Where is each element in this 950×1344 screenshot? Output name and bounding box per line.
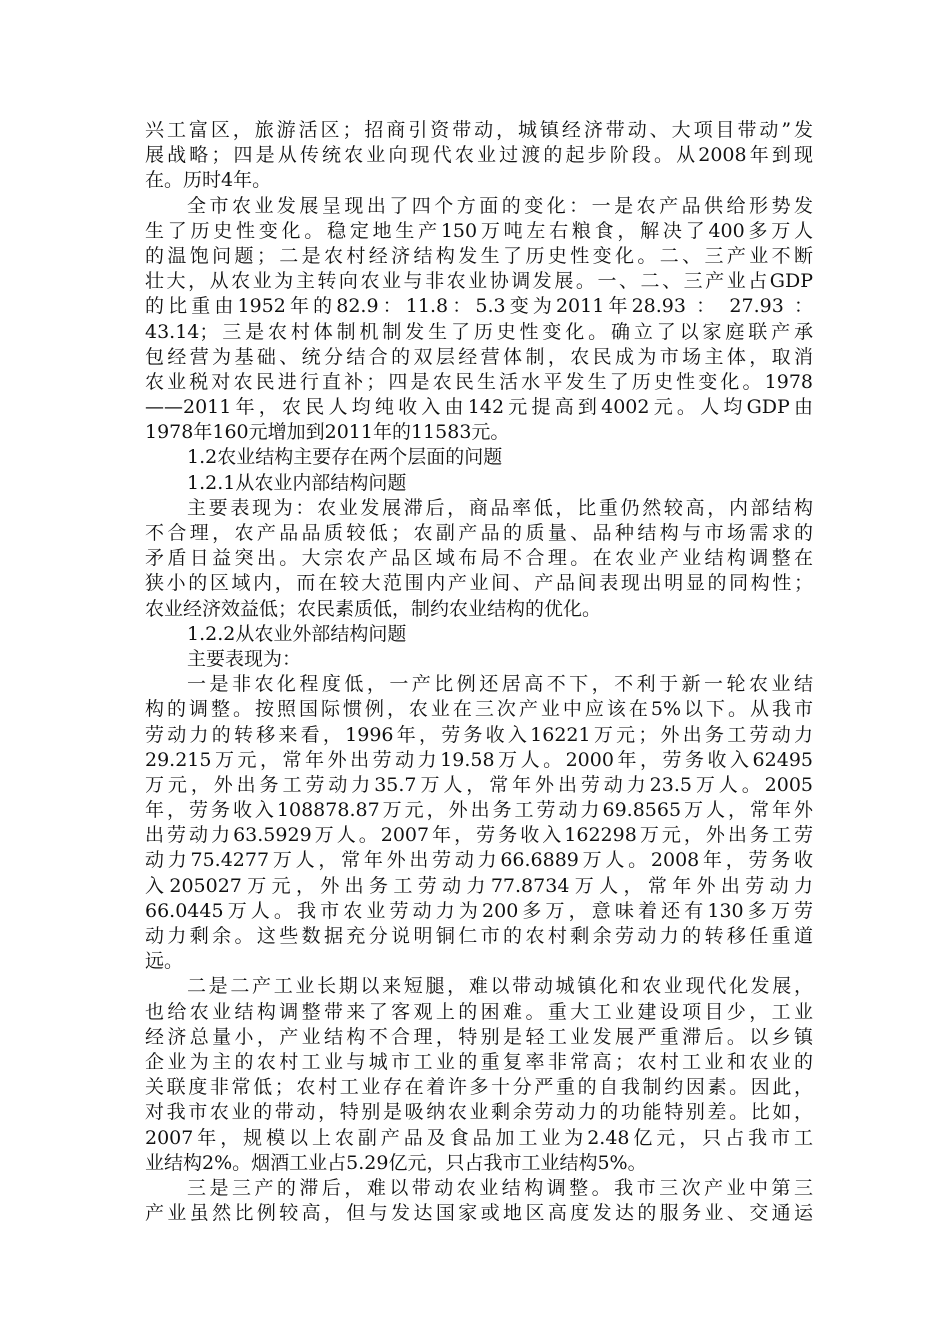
paragraph-start-line: 全市农业发展呈现出了四个方面的变化：一是农产品供给形势发: [187, 194, 813, 217]
subsection-heading: 1.2.1从农业内部结构问题: [187, 471, 407, 494]
section-heading: 1.2农业结构主要存在两个层面的问题: [187, 446, 503, 469]
document-body: [145, 118, 813, 1226]
text-line: 产业虽然比例较高，但与发达国家或地区高度发达的服务业、交通运: [145, 1202, 813, 1225]
text-line: 经济总量小，产业结构不合理，特别是轻工业发展严重滞后。以乡镇: [145, 1025, 813, 1048]
text-line: 出劳动力63.5929万人。2007年，劳务收入162298万元，外出务工劳: [145, 824, 813, 847]
text-line: 生了历史性变化。稳定地生产150万吨左右粮食，解决了400多万人: [145, 219, 813, 242]
text-line: 劳动力的转移来看，1996年，劳务收入16221万元；外出务工劳动力: [145, 723, 813, 746]
text-line: 企业为主的农村工业与城市工业的重复率非常高；农村工业和农业的: [145, 1050, 813, 1073]
text-line: 构的调整。按照国际惯例，农业在三次产业中应该在5%以下。从我市: [145, 698, 813, 721]
text-line: 农业税对农民进行直补；四是农民生活水平发生了历史性变化。1978: [145, 370, 813, 393]
paragraph-start-line: 二是二产工业长期以来短腿，难以带动城镇化和农业现代化发展，: [187, 975, 813, 998]
text-line: 43.14；三是农村体制机制发生了历史性变化。确立了以家庭联产承: [145, 320, 813, 343]
text-line: 狭小的区域内，而在较大范围内产业间、产品间表现出明显的同构性；: [145, 572, 813, 595]
text-line: 不合理，农产品品质较低；农副产品的质量、品种结构与市场需求的: [145, 522, 813, 544]
text-line: 的比重由1952年的82.9：11.8：5.3变为2011年28.93 ： 27.93 ：: [145, 295, 813, 318]
text-line: 对我市农业的带动，特别是吸纳农业剩余劳动力的功能特别差。比如，: [145, 1101, 813, 1124]
paragraph-start-line: 三是三产的滞后，难以带动农业结构调整。我市三次产业中第三: [187, 1176, 813, 1199]
paragraph-start-line: 主要表现为：: [187, 647, 302, 670]
text-line: 1978年160元增加到2011年的11583元。: [145, 421, 510, 444]
text-line: 29.215万元，常年外出劳动力19.58万人。2000年，劳务收入62495: [145, 748, 813, 771]
text-line: 包经营为基础、统分结合的双层经营体制，农民成为市场主体，取消: [145, 345, 813, 368]
subsection-heading: 1.2.2从农业外部结构问题: [187, 622, 407, 645]
text-line: 业结构2%。烟酒工业占5.29亿元，只占我市工业结构5%。: [145, 1151, 647, 1174]
text-line: 的温饱问题；二是农村经济结构发生了历史性变化。二、三产业不断: [145, 244, 813, 267]
text-line: 万元，外出务工劳动力35.7万人，常年外出劳动力23.5万人。2005: [145, 773, 813, 796]
paragraph-start-line: 一是非农化程度低，一产比例还居高不下，不利于新一轮农业结: [187, 673, 813, 696]
text-line: 展战略；四是从传统农业向现代农业过渡的起步阶段。从2008年到现: [145, 144, 813, 167]
text-line: 壮大，从农业为主转向农业与非农业协调发展。一、二、三产业占GDP: [145, 270, 813, 293]
text-line: 也给农业结构调整带来了客观上的困难。重大工业建设项目少，工业: [145, 1000, 813, 1023]
text-line: 农业经济效益低；农民素质低，制约农业结构的优化。: [145, 597, 602, 620]
text-line: 关联度非常低；农村工业存在着许多十分严重的自我制约因素。因此，: [145, 1076, 813, 1099]
text-line: 2007年，规模以上农副产品及食品加工业为2.48亿元，只占我市工: [145, 1126, 813, 1149]
text-line: 动力75.4277万人，常年外出劳动力66.6889万人。2008年，劳务收: [145, 849, 813, 872]
text-line: 矛盾日益突出。大宗农产品区域布局不合理。在农业产业结构调整在: [145, 547, 813, 570]
text-line: 远。: [145, 950, 184, 973]
text-line: 兴工富区，旅游活区；招商引资带动，城镇经济带动、大项目带动”发: [145, 119, 813, 141]
text-line: 入205027万元，外出务工劳动力77.8734万人，常年外出劳动力: [145, 874, 813, 897]
text-line: 66.0445万人。我市农业劳动力为200多万，意味着还有130多万劳: [145, 899, 813, 922]
paragraph-start-line: 主要表现为：农业发展滞后，商品率低，比重仍然较高，内部结构: [187, 496, 813, 519]
text-line: ——2011年，农民人均纯收入由142元提高到4002元。人均GDP由: [145, 396, 813, 419]
text-line: 动力剩余。这些数据充分说明铜仁市的农村剩余劳动力的转移任重道: [145, 925, 813, 947]
text-line: 年，劳务收入108878.87万元，外出务工劳动力69.8565万人，常年外: [145, 799, 813, 822]
text-line: 在。历时4年。: [145, 169, 272, 192]
